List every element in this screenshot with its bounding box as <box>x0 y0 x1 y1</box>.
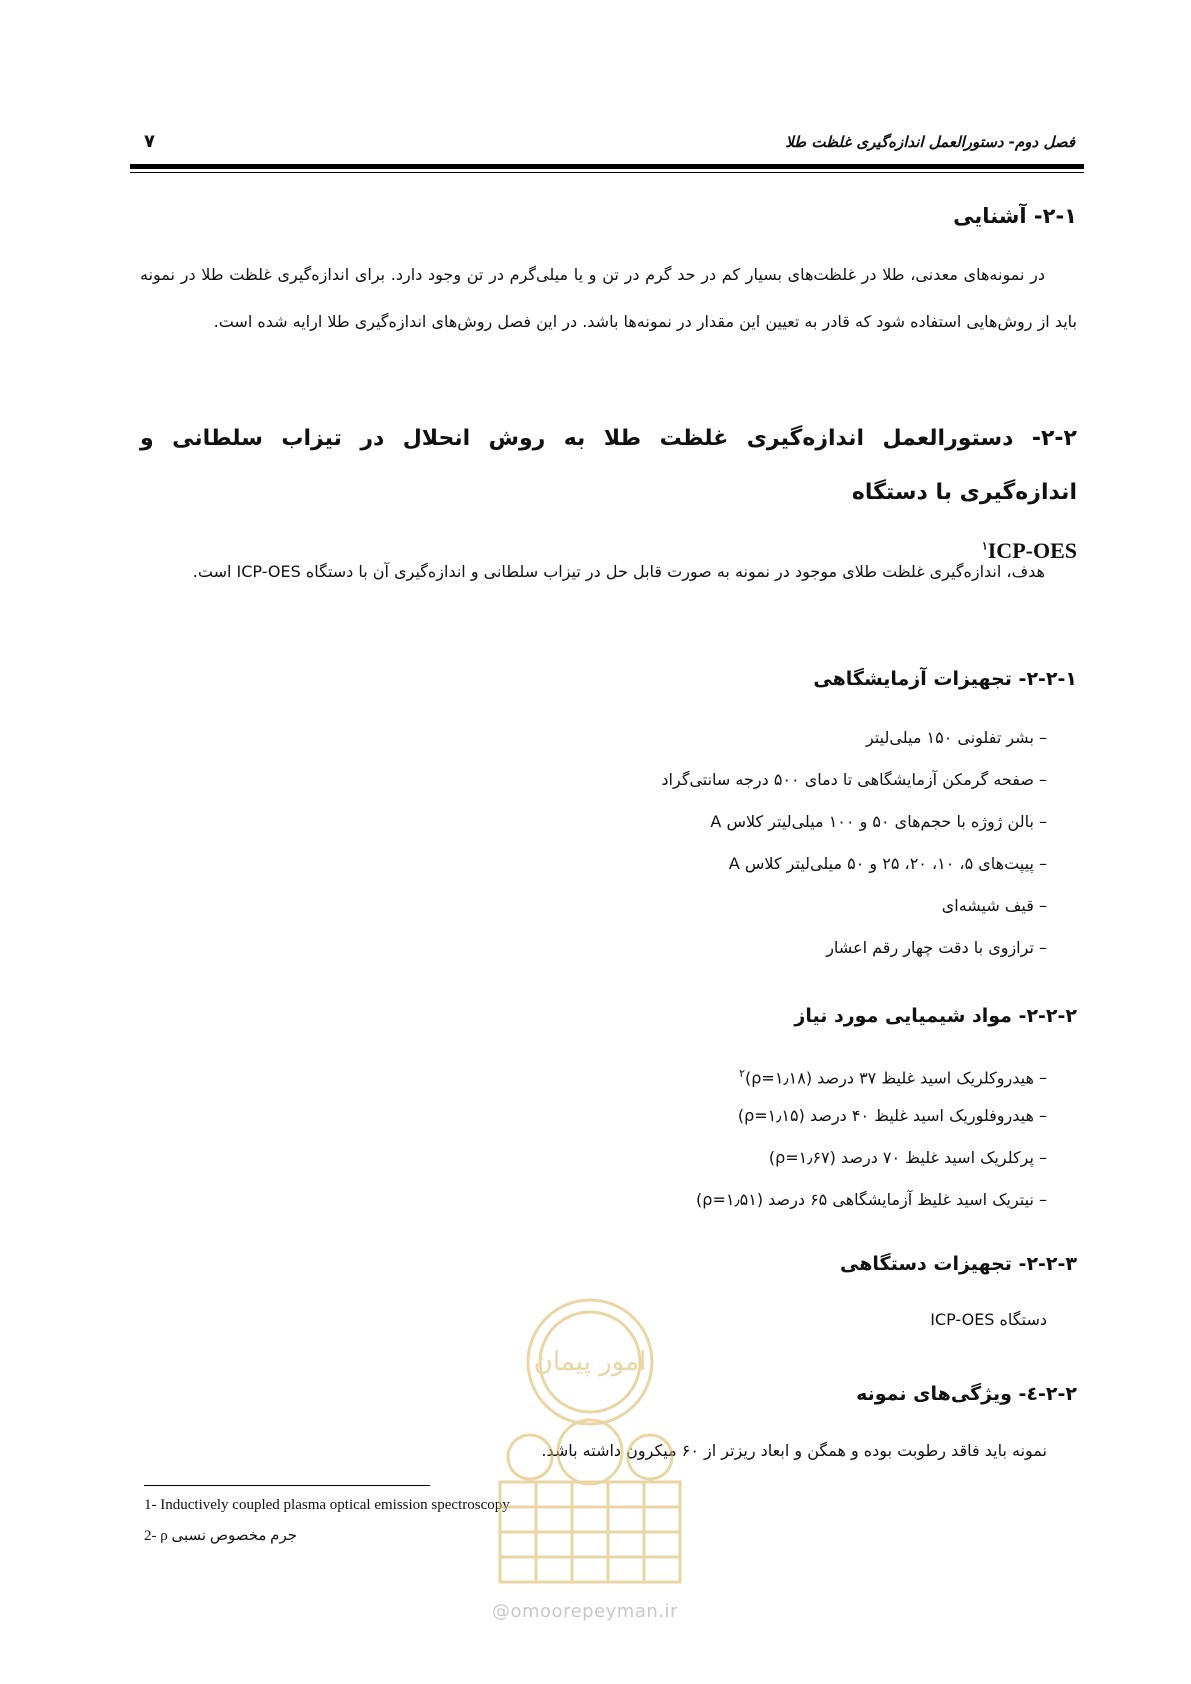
section-heading-introduction: ۲-۱- آشنایی <box>953 204 1077 228</box>
list-item: – هیدروفلوریک اسید غلیظ ۴۰ درصد (ρ=۱٫۱۵) <box>696 1095 1047 1137</box>
page-number: ۷ <box>144 131 155 152</box>
footnote-mark-2: ۲ <box>739 1067 746 1080</box>
footnote-1: 1- Inductively coupled plasma optical emission spectroscopy <box>144 1497 510 1513</box>
watermark-site: @omoorepeyman.ir <box>492 1601 678 1622</box>
header-rule-thick <box>130 164 1084 169</box>
watermark-logo-text: امور پیمان <box>533 1347 647 1377</box>
subsection-heading-chemicals: ۲-۲-۲- مواد شیمیایی مورد نیاز <box>794 1005 1077 1027</box>
list-item: – بالن ژوژه با حجم‌های ۵۰ و ۱۰۰ میلی‌لیتر کلاس A <box>661 801 1047 843</box>
procedure-heading-icp: ICP-OES <box>987 538 1077 564</box>
running-header-title: فصل دوم- دستورالعمل اندازه‌گیری غلظت طلا <box>785 133 1075 151</box>
watermark-logo <box>470 1292 710 1592</box>
list-item: – هیدروکلریک اسید غلیظ ۳۷ درصد (ρ=۱٫۱۸)$^۲$ <box>696 1053 1047 1095</box>
list-item: – پیپت‌های ۵، ۱۰، ۲۰، ۲۵ و ۵۰ میلی‌لیتر کلاس A <box>661 843 1047 885</box>
section-paragraph-purpose: هدف، اندازه‌گیری غلظت طلای موجود در نمونه به صورت قابل حل در تیزاب سلطانی و اندازه‌گیری آن با دستگاه ICP-OES است. <box>192 562 1045 581</box>
list-item: – نیتریک اسید غلیظ آزمایشگاهی ۶۵ درصد (ρ=۱٫۵۱) <box>696 1179 1047 1221</box>
subsection-heading-sample-properties: ۲-۲-٤- ویژگی‌های نمونه <box>856 1383 1077 1405</box>
list-item: – ترازوی با دقت چهار رقم اعشار <box>661 927 1047 969</box>
list-item: – بشر تفلونی ۱۵۰ میلی‌لیتر <box>661 717 1047 759</box>
instrument-text: دستگاه ICP-OES <box>930 1310 1047 1329</box>
chemicals-list <box>696 1053 1047 1221</box>
footnote-2: 2- ρ جرم مخصوص نسبی <box>144 1528 298 1544</box>
list-item: – قیف شیشه‌ای <box>661 885 1047 927</box>
subsection-heading-instruments: ۲-۲-۳- تجهیزات دستگاهی <box>840 1253 1077 1275</box>
footnote-separator <box>144 1485 430 1486</box>
list-item: – پرکلریک اسید غلیظ ۷۰ درصد (ρ=۱٫۶۷) <box>696 1137 1047 1179</box>
subsection-heading-lab-equipment: ۲-۲-۱- تجهیزات آزمایشگاهی <box>813 668 1077 690</box>
section-paragraph-introduction: در نمونه‌های معدنی، طلا در غلظت‌های بسیار کم در حد گرم در تن و یا میلی‌گرم در تن وجود دارد. برای اندازه‌گیری غلظت طلا در نمونه باید از روش‌هایی استفاده شود که قادر به تعیین این مقدار در نمونه‌ها باشد. در این فصل روش‌های اندازه‌گیری طلا ارایه شده است. <box>140 265 1077 331</box>
procedure-heading-text: ۲-۲- دستورالعمل اندازه‌گیری غلظت طلا به روش انحلال در تیزاب سلطانی و اندازه‌گیری با دستگاه <box>140 426 1077 505</box>
lab-equipment-list <box>661 717 1047 969</box>
footnote-mark-1: ۱ <box>981 541 988 553</box>
list-item: – صفحه گرمکن آزمایشگاهی تا دمای ۵۰۰ درجه سانتی‌گراد <box>661 759 1047 801</box>
header-rule-thin <box>130 172 1084 173</box>
sample-properties-text: نمونه باید فاقد رطوبت بوده و همگن و ابعاد ریزتر از ۶۰ میکرون داشته باشد. <box>541 1441 1047 1460</box>
